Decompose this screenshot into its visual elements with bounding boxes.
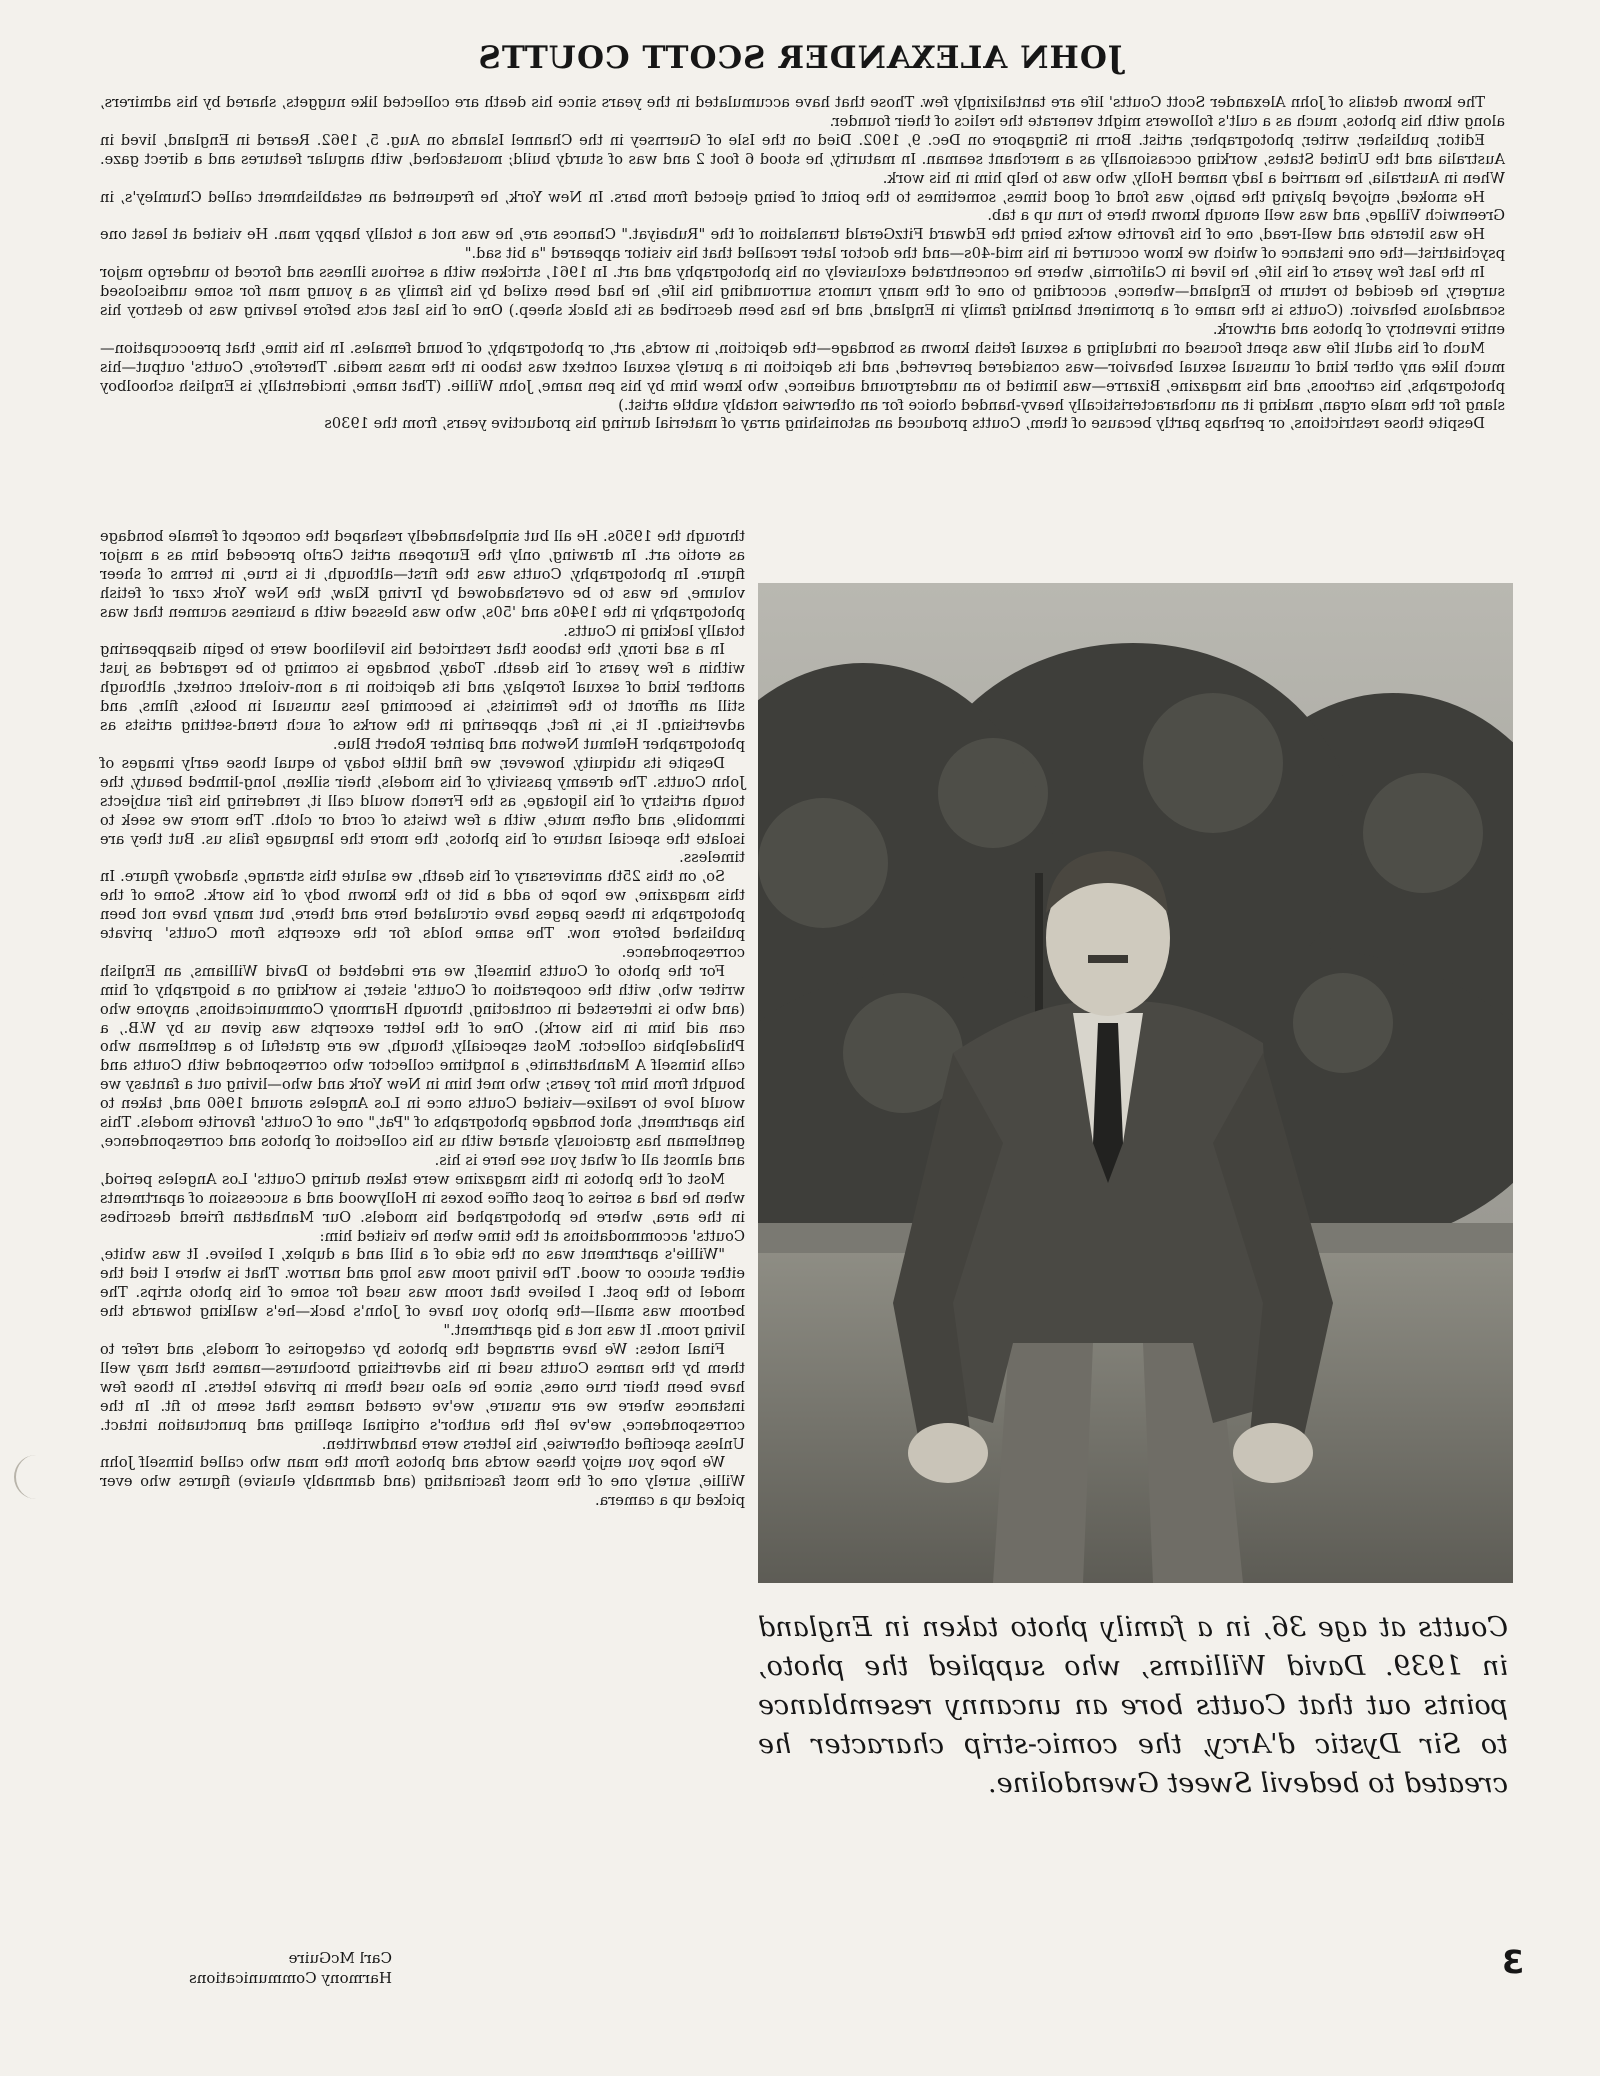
portrait-illustration: [758, 583, 1513, 1583]
top-text-block: [100, 94, 1505, 434]
paragraph: He smoked, enjoyed playing the banjo, was fond of good times, sometimes to the point of being ejected from bars. In New York, he frequented an establishment called Chumley's, in Greenwich Village, and was well enough known there to run up a tab.: [100, 188, 1505, 225]
paragraph: Most of the photos in this magazine were taken during Coutts' Los Angeles period, when he had a series of post office boxes in Hollywood and a succession of apartments in the area, where he photographed his models. Our Manhattan friend describes Coutts' accommodations at the time when he visited him:: [100, 1170, 745, 1245]
paragraph: Editor, publisher, writer, photographer, artist. Born in Singapore on Dec. 9, 1902. Died on the Isle of Guernsey in the Channel Islands on Aug. 5, 1962. Reared in England, lived in Australia and the United States, working occasionally as a merchant seaman. In maturity, he stood 6 foot 2 and was of sturdy build; moustached, with angular features and a direct gaze. When in Australia, he married a lady named Holly, who was to help him in his work.: [100, 131, 1505, 187]
paragraph: "Willie's apartment was on the side of a hill and a duplex, I believe. It was white, either stucco or wood. The living room was long and narrow. That is where I tied the model to the post. I believe that room was used for some of his photo strips. The bedroom was small—the photo you have of John's back—he's walking towards the living room. It was not a big apartment.": [100, 1246, 745, 1340]
page-number: 3: [1501, 1943, 1524, 1981]
paragraph: Despite those restrictions, or perhaps partly because of them, Coutts produced an astonishing array of material during his productive years, from the 1930s: [324, 415, 1485, 433]
paragraph: Despite its ubiquity, however, we find little today to equal those early images of John Coutts. The dreamy passivity of his models, their silken, long-limbed beauty, the tough artistry of his ligotage, as the French would call it, rendering his fair subjects immobile, and often mute, with a few twists of cord or cloth. The more we seek to isolate the special nature of his photos, the more the language fails us. But they are timeless.: [100, 754, 745, 867]
paragraph: The known details of John Alexander Scott Coutts' life are tantalizingly few. Those that have accumulated in the years since his death are collected like nuggets, shared by his admirers, along with his photos, much as a cult's followers might venerate the relics of their founder.: [100, 94, 1505, 130]
paragraph: In a sad irony, the taboos that restricted his livelihood were to begin disappearing within a few years of his death. Today, bondage is coming to be regarded as just another kind of sexual foreplay, and its depiction in a non-violent context, although still an affront to the feminists, is becoming less unusual in books, films, and advertising. It is, in fact, appearing in the works of such trend-setting artists as photographer Helmut Newton and painter Robert Blue.: [100, 641, 745, 753]
paragraph: He was literate and well-read, one of his favorite works being the Edward FitzGerald translation of the "Rubaiyat." Chances are, he was not a totally happy man. He visited at least one psychiatrist—the one instance of which we know occurred in his mid-40s—and the doctor later recalled that his visitor appeared "a bit sad.": [100, 226, 1505, 263]
signature-organization: Harmony Communications: [189, 1969, 392, 1987]
signature-name: Carl McGuire: [288, 1949, 392, 1967]
paragraph: So, on this 25th anniversary of his death, we salute this strange, shadowy figure. In this magazine, we hope to add a bit to the known body of his work. Some of the photographs in these pages have circulated here and there, but many have not been published before now. The same holds for the excerpts from Coutts' private correspondence.: [100, 868, 745, 961]
paragraph: Final notes: We have arranged the photos by categories of models, and refer to them by the names Coutts used in his advertising brochures—names that may well have been their true ones, since he also used them in private letters. In those few instances where we are unsure, we've created names that seem to fit. In the correspondence, we've left the author's original spelling and punctuation intact. Unless specified otherwise, his letters were handwritten.: [100, 1340, 745, 1453]
photo-caption: Coutts at age 36, in a family photo taken in England in 1939. David Williams, who supplied the photo, points out that Coutts bore an uncanny resemblance to Sir Dystic d'Arcy, the comic-strip character he created to bedevil Sweet Gwendoline.: [758, 1612, 1508, 1799]
right-column-text: [100, 528, 745, 1511]
paragraph: We hope you enjoy these words and photos from the man who called himself John Willie, surely one of the most fascinating (and damnably elusive) figures who ever picked up a camera.: [100, 1454, 745, 1510]
signature-block: [102, 1948, 392, 1988]
paragraph: For the photo of Coutts himself, we are indebted to David Williams, an English writer who, with the cooperation of Coutts' sister, is working on a biography of him (and who is interested in contacting, through Harmony Communications, anyone who can aid him in his work). One of the letter excerpts was given us by W.B., a Philadelphia collector. Most especially, though, we are grateful to a gentleman who calls himself A Manhattanite, a longtime collector who corresponded with Coutts and bought from him for years; who met him in New York and who—living out a fantasy we would love to realize—visited Coutts once in Los Angeles around 1960 and, taken to his apartment, shot bondage photographs of "Pat," one of Coutts' favorite models. This gentleman has graciously shared with us his collection of photos and correspondence, and almost all of what you see here is his.: [100, 962, 745, 1169]
article-title: JOHN ALEXANDER SCOTT COUTTS: [477, 40, 1123, 76]
binding-mark: [14, 1455, 44, 1499]
paragraph: through the 1950s. He all but singlehandedly reshaped the concept of female bondage as erotic art. In drawing, only the European artist Carlo preceded him as a major figure. In photography, Coutts was the first—although, it is true, in terms of sheer volume, he was to be overshadowed by Irving Klaw, the New York czar of fetish photography in the 1940s and '50s, who was blessed with a business acumen that was totally lacking in Coutts.: [100, 528, 745, 640]
portrait-photo: [758, 583, 1513, 1583]
paragraph: Much of his adult life was spent focused on indulging a sexual fetish known as bondage—the depiction, in words, art, or photography, of bound females. In his time, that preoccupation—much like any other kind of unusual sexual behavior—was considered perverted, and its depiction in a purely sexual context was taboo in the mass media. Therefore, Coutts' output—his photographs, his cartoons, and his magazine, Bizarre—was limited to an underground audience, who knew him by his pen name, John Willie. (That name, incidentally, is English schoolboy slang for the male organ, making it an uncharacteristically heavy-handed choice for an otherwise notably subtle artist.): [100, 339, 1505, 414]
paragraph: In the last few years of his life, he lived in California, where he concentrated exclusively on his photography and art. In 1961, stricken with a serious illness and forced to undergo major surgery, he decided to return to England—whence, according to one of the many rumors surrounding his life, he had been exiled by his family as a young man for some undisclosed scandalous behavior. (Coutts is the name of a prominent banking family in England, and he has been described as its black sheep.) One of his last acts before leaving was to destroy his entire inventory of photos and artwork.: [100, 264, 1505, 338]
